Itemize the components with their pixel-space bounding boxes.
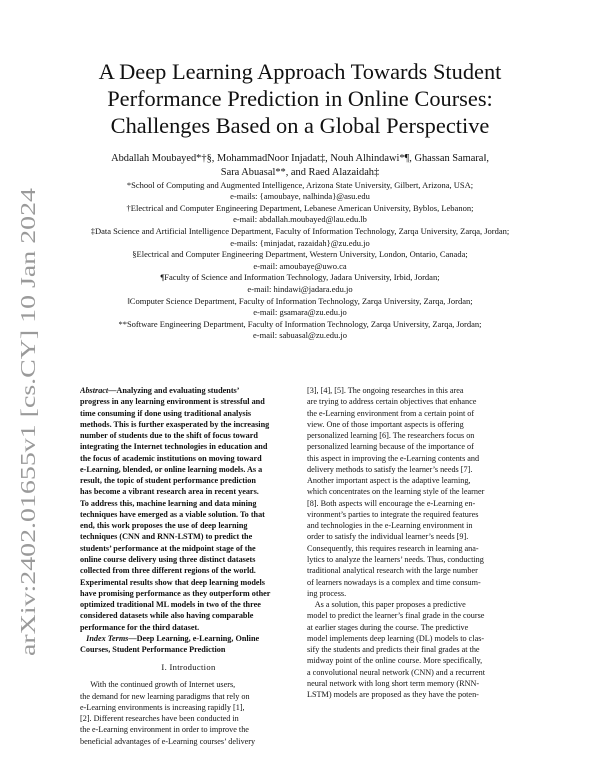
abstract-line: e-Learning, blended, or online learning models. As a — [80, 464, 263, 474]
body-line: personalized learning because of the importance of — [307, 442, 474, 452]
body-line: As a solution, this paper proposes a predictive — [307, 600, 466, 610]
index-terms-line: Courses, Student Performance Prediction — [80, 645, 226, 655]
body-line: traditional analytical research with the large number — [307, 566, 478, 576]
body-line: delivery methods to satisfy the learner’s needs [7]. — [307, 464, 473, 474]
title-line: Challenges Based on a Global Perspective — [110, 113, 490, 138]
body-line: personalized learning [6]. The researchers focus on — [307, 431, 475, 441]
abstract-line: result, the topic of student performance prediction — [80, 476, 256, 486]
body-line: are trying to address certain objectives that enhance — [307, 397, 477, 407]
abstract — [80, 385, 297, 633]
intro-paragraph — [80, 679, 297, 747]
body-line: sify the students and predicts their final grades at the — [307, 645, 480, 655]
abstract-line: To address this, machine learning and data mining — [80, 498, 257, 508]
author-block — [40, 152, 560, 342]
affiliation-line: †Electrical and Computer Engineering Department, Lebanese American University, Byblos, Lebanon; — [126, 202, 474, 213]
body-line: lytics to analyze the learners’ needs. Thus, conducting — [307, 554, 484, 564]
abstract-line: have promising performance as they outperform other — [80, 588, 271, 598]
body-line: the e-Learning environment in order to improve the — [80, 725, 249, 735]
body-line: this aspect in improving the e-Learning contents and — [307, 453, 480, 463]
abstract-line: Experimental results show that deep learning models — [80, 577, 265, 587]
body-line: at earlier stages during the course. The predictive — [307, 622, 469, 632]
body-line: [3], [4], [5]. The ongoing researches in this area — [307, 386, 464, 395]
body-line: the demand for new learning paradigms that rely on — [80, 691, 250, 701]
body-line: model to predict the learner’s final grade in the course — [307, 611, 485, 621]
abstract-line: time consuming if done using traditional analysis — [80, 408, 252, 418]
index-terms-line: Index Terms—Deep Learning, e-Learning, Online — [86, 633, 260, 643]
body-line: view. One of those important aspects is offering — [307, 419, 464, 429]
affiliation-email: e-mail: gsamara@zu.edu.jo — [253, 307, 347, 318]
body-line: and technologies in the e-Learning environment in — [307, 521, 473, 531]
affiliation-line: ‖Computer Science Department, Faculty of Information Technology, Zarqa University, Zarqa, Jordan; — [127, 295, 473, 306]
affiliation-line: **Software Engineering Department, Faculty of Information Technology, Zarqa University, Zarqa, Jordan; — [118, 318, 482, 329]
abstract-line: optimized traditional ML models in two of the three — [80, 600, 261, 610]
abstract-line: online course delivery using three distinct datasets — [80, 554, 256, 564]
body-line: ing process. — [307, 588, 347, 598]
body-line: a convolutional neural network (CNN) and a recurrent — [307, 667, 486, 677]
index-terms — [80, 633, 297, 656]
body-line: beneficial advantages of e-Learning courses’ delivery — [80, 736, 256, 746]
affiliation-email: e-mails: {amoubaye, nalhinda}@asu.edu — [230, 191, 370, 202]
abstract-line: performance for the third dataset. — [80, 622, 200, 632]
body-line: the e-Learning environment from a certain point of — [307, 408, 475, 418]
affiliation-line: *School of Computing and Augmented Intelligence, Arizona State University, Gilbert, Arizona, USA; — [126, 179, 474, 190]
body-line: [2]. Different researches have been conducted in — [80, 714, 239, 724]
body-line: of learners nowadays is a complex and time consum- — [307, 577, 481, 587]
abstract-line: students’ performance at the midpoint stage of the — [80, 543, 256, 553]
abstract-label: Abstract — [80, 386, 109, 395]
left-column — [80, 385, 297, 747]
abstract-line: has become a vibrant research area in recent years. — [80, 487, 259, 497]
body-line: order to satisfy the individual learner’s needs [9]. — [307, 532, 469, 542]
author-line: Abdallah Moubayed*†§, MohammadNoor Injadat‡, Nouh Alhindawi*¶, Ghassan Samara‖, — [111, 153, 489, 164]
affiliation-line: §Electrical and Computer Engineering Department, Western University, London, Ontario, Canada; — [132, 249, 468, 260]
body-line: Another important aspect is the adaptive learning, — [307, 476, 471, 486]
index-terms-label: Index Terms — [86, 633, 129, 643]
affiliation-line: ¶Faculty of Science and Information Technology, Jadara University, Irbid, Jordan; — [160, 272, 440, 283]
body-line: Consequently, this requires research in learning ana- — [307, 543, 479, 553]
abstract-line: number of students due to the shift of focus toward — [80, 431, 258, 441]
section-heading: I. Introduction — [161, 662, 216, 673]
abstract-line: Abstract—Analyzing and evaluating students’ — [80, 386, 240, 395]
abstract-line: methods. This is further exasperated by the increasing — [80, 419, 270, 429]
affiliation-email: e-mail: sabuasal@zu.edu.jo — [253, 330, 347, 341]
body-line: neural network with long short term memory (RNN- — [307, 678, 480, 688]
author-line: Sara Abuasal**, and Raed Alazaidah‡ — [220, 166, 380, 178]
affiliation-email: e-mail: abdallah.moubayed@lau.edu.lb — [233, 214, 367, 225]
abstract-line: techniques have emerged as a viable solution. To that — [80, 509, 265, 519]
affiliation-email: e-mails: {minjadat, razaidah}@zu.edu.jo — [230, 237, 370, 248]
body-line: vironment’s parties to integrate the required features — [307, 509, 479, 519]
body-line: With the continued growth of Internet users, — [90, 680, 236, 690]
body-line: e-Learning environments is increasing rapidly [1], — [80, 702, 245, 712]
body-line: LSTM) models are proposed as they have the poten- — [307, 690, 479, 700]
body-line: midway point of the online course. More specifically, — [307, 656, 483, 666]
right-column — [307, 385, 522, 700]
affiliation-email: e-mail: amoubaye@uwo.ca — [253, 260, 347, 271]
affiliation-email: e-mail: hindawi@jadara.edu.jo — [247, 283, 353, 294]
abstract-line: considered datasets while also having comparable — [80, 611, 254, 621]
title-line: Performance Prediction in Online Courses: — [107, 86, 493, 111]
abstract-line: techniques (CNN and RNN-LSTM) to predict the — [80, 532, 253, 542]
arxiv-id-text: arXiv:2402.01655v1 [cs.CY] 10 Jan 2024 — [16, 303, 40, 656]
abstract-line: progress in any learning environment is stressful and — [80, 397, 265, 407]
abstract-line: the focus of academic institutions on moving toward — [80, 453, 262, 463]
body-line: [8]. Both aspects will encourage the e-Learning en- — [307, 498, 476, 508]
paper-title — [50, 58, 550, 139]
body-line: model implements deep learning (DL) models to clas- — [307, 633, 485, 643]
abstract-line: collected from three different regions of the world. — [80, 566, 256, 576]
abstract-line: end, this work proposes the use of deep learning — [80, 521, 248, 531]
arxiv-identifier — [8, 186, 42, 656]
body-line: which concentrates on the learning style of the learner — [307, 487, 485, 497]
title-line: A Deep Learning Approach Towards Student — [98, 59, 502, 84]
abstract-line: integrating the Internet technologies in education and — [80, 442, 268, 452]
affiliation-line: ‡Data Science and Artificial Intelligence Department, Faculty of Information Technology, Zarqa University, Zarqa, Jordan; — [90, 225, 510, 236]
